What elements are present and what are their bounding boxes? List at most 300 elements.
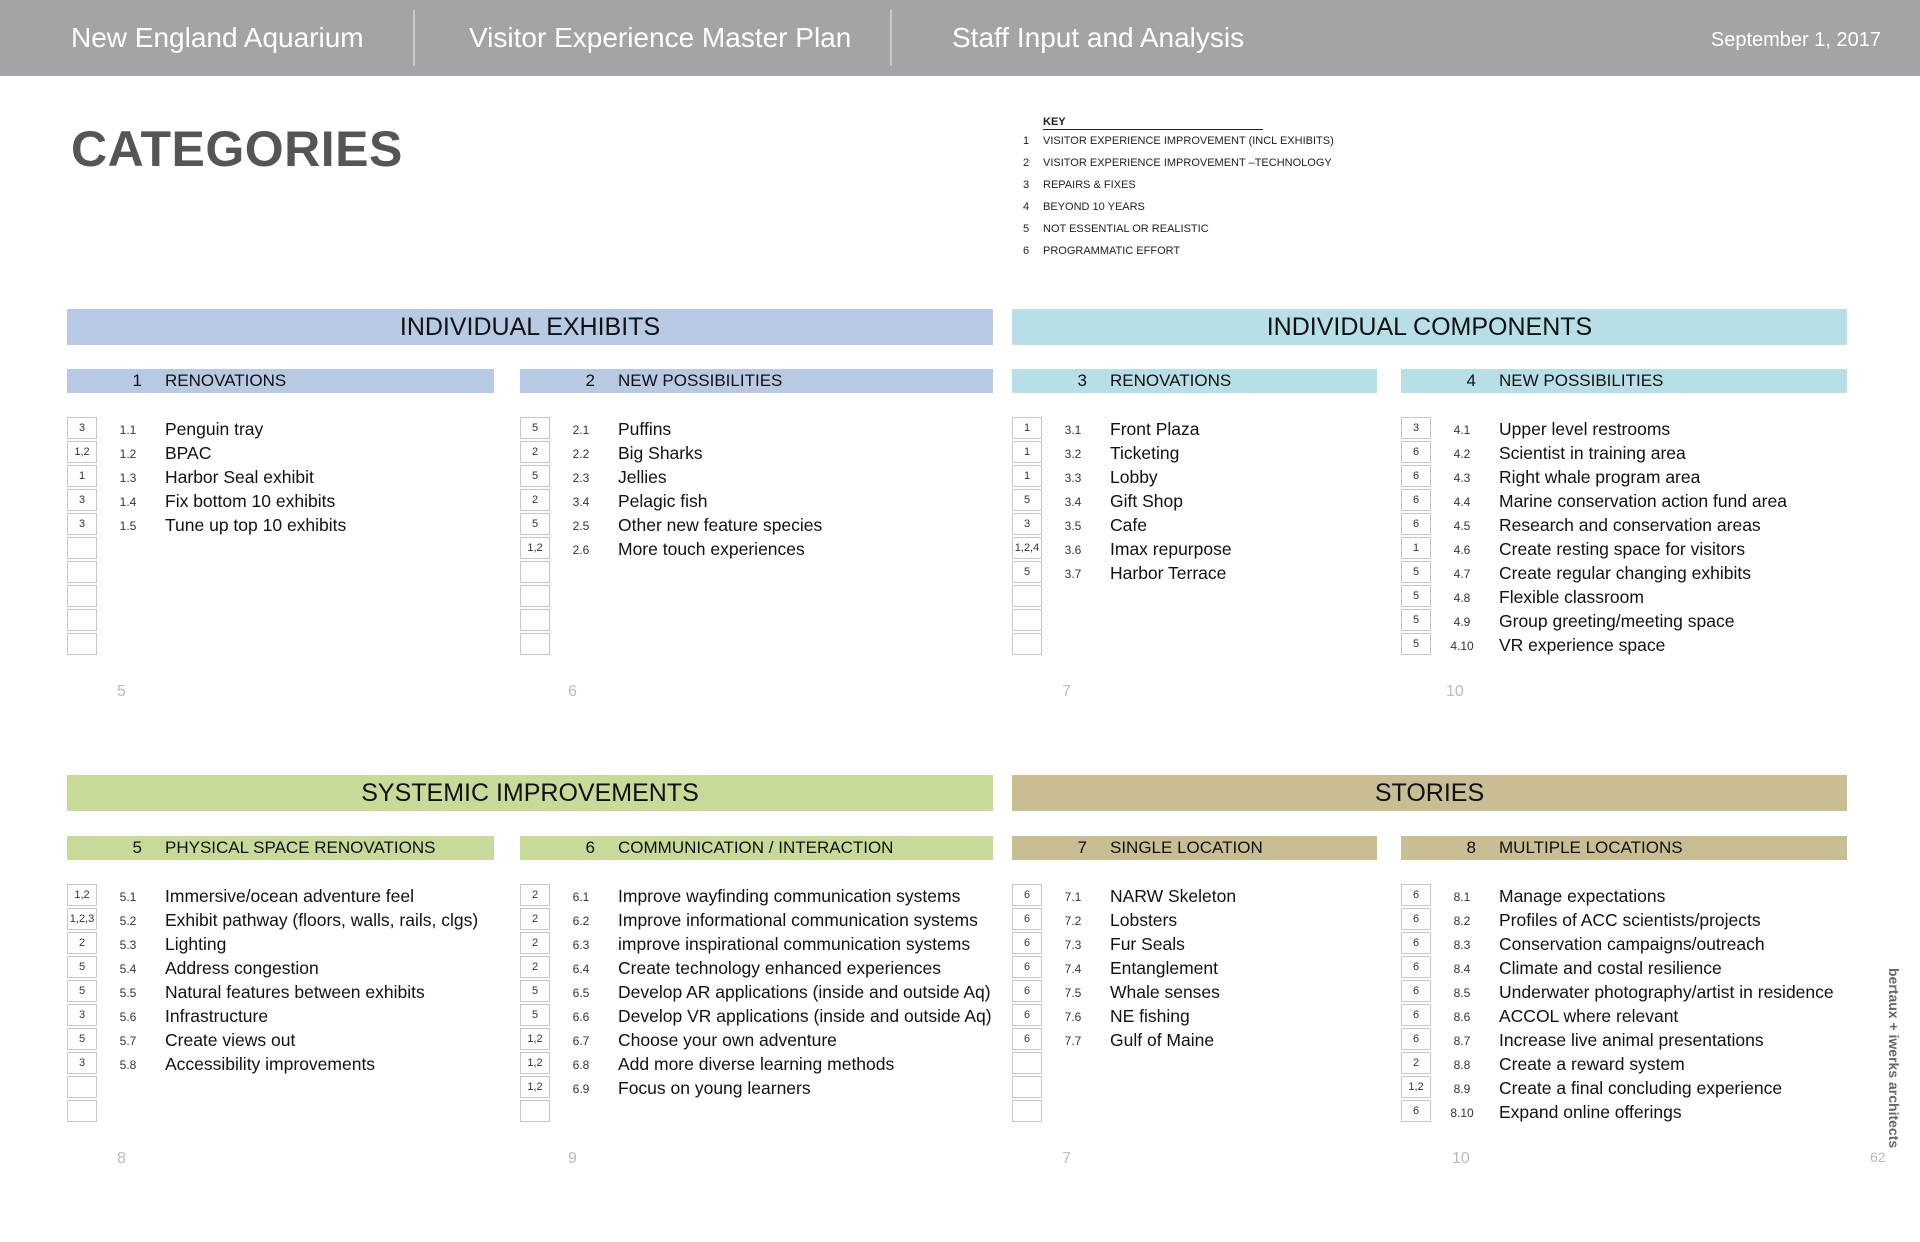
key-code-box: 1 xyxy=(67,465,97,487)
list-item xyxy=(1012,561,1377,585)
key-item-label: VISITOR EXPERIENCE IMPROVEMENT –TECHNOLOGY xyxy=(1043,157,1332,169)
list-item xyxy=(67,1052,494,1076)
item-code: 3.7 xyxy=(1064,567,1082,581)
subsection-number: 2 xyxy=(585,371,595,390)
item-label: Immersive/ocean adventure feel xyxy=(165,886,415,906)
item-code: 5.4 xyxy=(119,962,137,976)
item-label: Group greeting/meeting space xyxy=(1499,611,1735,631)
item-label: Imax repurpose xyxy=(1110,539,1232,559)
key-title: KEY xyxy=(1043,116,1263,130)
subsection-number: 8 xyxy=(1466,838,1476,857)
list-item xyxy=(67,537,494,561)
key-code-box: 1 xyxy=(1401,537,1431,559)
list-item xyxy=(520,609,993,633)
item-count: 8 xyxy=(117,1150,126,1167)
item-label: Fur Seals xyxy=(1110,934,1185,954)
item-code: 4.9 xyxy=(1453,615,1471,629)
list-item xyxy=(520,1004,993,1028)
section-title: INDIVIDUAL COMPONENTS xyxy=(1266,312,1593,341)
subsection-number: 4 xyxy=(1466,371,1476,390)
list-item xyxy=(520,465,993,489)
item-code: 4.1 xyxy=(1453,423,1471,437)
key-code-box: 1 xyxy=(1012,441,1042,463)
key-code-box xyxy=(1012,1076,1042,1098)
item-label: Lighting xyxy=(165,934,227,954)
item-code: 4.3 xyxy=(1453,471,1471,485)
key-code-box xyxy=(67,585,97,607)
header-org: New England Aquarium xyxy=(71,22,364,53)
item-code: 4.6 xyxy=(1453,543,1471,557)
key-item-number: 6 xyxy=(1023,245,1030,257)
item-label: Scientist in training area xyxy=(1499,443,1686,463)
item-count: 7 xyxy=(1062,683,1071,700)
list-item xyxy=(67,609,494,633)
item-label: Right whale program area xyxy=(1499,467,1701,487)
list-item xyxy=(520,513,993,537)
key-code-box: 3 xyxy=(67,1052,97,1074)
item-label: Lobby xyxy=(1110,467,1158,487)
key-code-box: 2 xyxy=(520,441,550,463)
item-code: 6.1 xyxy=(572,890,590,904)
list-item xyxy=(1012,1052,1377,1076)
item-code: 3.2 xyxy=(1064,447,1082,461)
key-code-box: 6 xyxy=(1401,1100,1431,1122)
list-item xyxy=(520,537,993,561)
list-item xyxy=(67,585,494,609)
list-item xyxy=(1012,465,1377,489)
key-item-number: 5 xyxy=(1023,223,1030,235)
item-code: 8.2 xyxy=(1453,914,1471,928)
key-code-box: 3 xyxy=(67,489,97,511)
item-label: Address congestion xyxy=(165,958,319,978)
item-label: Pelagic fish xyxy=(618,491,708,511)
list-item xyxy=(520,489,993,513)
key-item-label: VISITOR EXPERIENCE IMPROVEMENT (INCL EXHIBITS) xyxy=(1043,135,1334,147)
list-item xyxy=(1401,1028,1847,1052)
key-code-box xyxy=(67,1100,97,1122)
item-code: 8.6 xyxy=(1453,1010,1471,1024)
item-label: Cafe xyxy=(1110,515,1147,535)
item-code: 5.3 xyxy=(119,938,137,952)
item-count: 7 xyxy=(1062,1150,1071,1167)
list-item xyxy=(1012,956,1377,980)
subsection-number: 7 xyxy=(1077,838,1087,857)
key-code-box: 6 xyxy=(1012,1004,1042,1026)
key-code-box: 5 xyxy=(67,980,97,1002)
item-code: 7.4 xyxy=(1064,962,1082,976)
key-code-box: 1,2 xyxy=(1401,1076,1431,1098)
list-item xyxy=(67,932,494,956)
subsection-number: 6 xyxy=(585,838,595,857)
item-count: 6 xyxy=(568,683,577,700)
item-code: 2.3 xyxy=(572,471,590,485)
item-label: Tune up top 10 exhibits xyxy=(165,515,347,535)
item-label: Front Plaza xyxy=(1110,419,1200,439)
item-label: Upper level restrooms xyxy=(1499,419,1671,439)
subsection-header xyxy=(1401,836,1847,860)
list-item xyxy=(1012,884,1377,908)
section-header-systemic-improvements xyxy=(67,775,993,811)
key-code-box: 6 xyxy=(1401,441,1431,463)
section-title: INDIVIDUAL EXHIBITS xyxy=(399,312,661,341)
list-item xyxy=(1012,585,1377,609)
item-label: Harbor Terrace xyxy=(1110,563,1227,583)
item-label: Gulf of Maine xyxy=(1110,1030,1215,1050)
item-code: 1.5 xyxy=(119,519,137,533)
item-label: Gift Shop xyxy=(1110,491,1183,511)
subsection-title: RENOVATIONS xyxy=(1110,371,1232,390)
item-count: 10 xyxy=(1446,683,1464,700)
list-item xyxy=(1401,633,1847,657)
list-item xyxy=(520,441,993,465)
key-code-box: 1,2 xyxy=(520,1076,550,1098)
section-title: SYSTEMIC IMPROVEMENTS xyxy=(361,778,699,807)
list-item xyxy=(1012,537,1377,561)
list-item xyxy=(520,633,993,657)
key-code-box: 2 xyxy=(520,908,550,930)
key-code-box: 6 xyxy=(1401,1028,1431,1050)
subsection-header xyxy=(67,836,494,860)
list-item xyxy=(1012,633,1377,657)
item-label: Puffins xyxy=(618,419,672,439)
list-item xyxy=(520,585,993,609)
item-label: Whale senses xyxy=(1110,982,1220,1002)
key-code-box: 6 xyxy=(1012,956,1042,978)
key-code-box xyxy=(1012,1052,1042,1074)
list-item xyxy=(520,956,993,980)
subsection-title: RENOVATIONS xyxy=(165,371,287,390)
item-code: 5.7 xyxy=(119,1034,137,1048)
item-code: 3.1 xyxy=(1064,423,1082,437)
item-label: Develop VR applications (inside and outside Aq) xyxy=(618,1006,992,1026)
list-item xyxy=(1012,1076,1377,1100)
item-label: Create a final concluding experience xyxy=(1499,1078,1783,1098)
header-bar xyxy=(0,0,1920,76)
key-code-box: 1,2,4 xyxy=(1012,537,1042,559)
item-label: Accessibility improvements xyxy=(165,1054,376,1074)
key-code-box xyxy=(1012,1100,1042,1122)
key-code-box: 5 xyxy=(1401,633,1431,655)
item-label: Improve informational communication systems xyxy=(618,910,978,930)
item-code: 7.6 xyxy=(1064,1010,1082,1024)
key-code-box: 5 xyxy=(67,956,97,978)
list-item xyxy=(1401,956,1847,980)
item-label: Flexible classroom xyxy=(1499,587,1644,607)
item-code: 6.7 xyxy=(572,1034,590,1048)
item-code: 5.1 xyxy=(119,890,137,904)
item-label: Natural features between exhibits xyxy=(165,982,425,1002)
item-code: 7.2 xyxy=(1064,914,1082,928)
item-label: NE fishing xyxy=(1110,1006,1190,1026)
list-item xyxy=(67,513,494,537)
key-code-box: 6 xyxy=(1401,884,1431,906)
item-code: 4.2 xyxy=(1453,447,1471,461)
list-item xyxy=(1012,1004,1377,1028)
item-code: 7.5 xyxy=(1064,986,1082,1000)
key-code-box: 1,2 xyxy=(67,441,97,463)
key-code-box: 1,2,3 xyxy=(67,908,97,930)
list-item xyxy=(520,932,993,956)
item-code: 4.10 xyxy=(1450,639,1474,653)
item-label: BPAC xyxy=(165,443,212,463)
key-item-label: BEYOND 10 YEARS xyxy=(1043,201,1145,213)
item-label: Jellies xyxy=(618,467,667,487)
key-code-box xyxy=(520,1100,550,1122)
item-code: 8.7 xyxy=(1453,1034,1471,1048)
list-item xyxy=(1401,884,1847,908)
item-code: 4.5 xyxy=(1453,519,1471,533)
list-item xyxy=(1012,441,1377,465)
list-item xyxy=(520,561,993,585)
item-code: 6.5 xyxy=(572,986,590,1000)
key-code-box: 3 xyxy=(1012,513,1042,535)
subsection-title: MULTIPLE LOCATIONS xyxy=(1499,838,1683,857)
key-code-box: 5 xyxy=(1012,489,1042,511)
item-code: 2.1 xyxy=(572,423,590,437)
item-code: 3.4 xyxy=(572,495,590,509)
item-label: Expand online offerings xyxy=(1499,1102,1682,1122)
subsection-title: NEW POSSIBILITIES xyxy=(1499,371,1664,390)
key-code-box xyxy=(520,633,550,655)
subsection-number: 5 xyxy=(132,838,142,857)
header-section: Staff Input and Analysis xyxy=(952,22,1245,53)
list-item xyxy=(67,1076,494,1100)
item-label: VR experience space xyxy=(1499,635,1666,655)
list-item xyxy=(67,1004,494,1028)
item-code: 8.9 xyxy=(1453,1082,1471,1096)
key-code-box xyxy=(1012,585,1042,607)
list-item xyxy=(1401,417,1847,441)
item-label: Add more diverse learning methods xyxy=(618,1054,895,1074)
key-code-box: 6 xyxy=(1401,908,1431,930)
key-code-box: 2 xyxy=(520,489,550,511)
list-item xyxy=(520,884,993,908)
key-code-box xyxy=(67,633,97,655)
list-item xyxy=(1401,561,1847,585)
list-item xyxy=(67,561,494,585)
key-code-box xyxy=(520,585,550,607)
item-label: Harbor Seal exhibit xyxy=(165,467,314,487)
item-code: 3.6 xyxy=(1064,543,1082,557)
header-divider xyxy=(890,10,892,66)
list-item xyxy=(520,1100,993,1124)
key-code-box: 2 xyxy=(520,932,550,954)
section-header-individual-components xyxy=(1012,309,1847,345)
key-code-box xyxy=(520,609,550,631)
subsection-number: 3 xyxy=(1077,371,1087,390)
item-label: Climate and costal resilience xyxy=(1499,958,1722,978)
list-item xyxy=(67,633,494,657)
list-item xyxy=(67,908,494,932)
key-code-box: 3 xyxy=(67,513,97,535)
item-code: 4.7 xyxy=(1453,567,1471,581)
list-item xyxy=(520,980,993,1004)
list-item xyxy=(1401,1100,1847,1124)
item-code: 8.8 xyxy=(1453,1058,1471,1072)
item-code: 7.3 xyxy=(1064,938,1082,952)
header-divider xyxy=(413,10,415,66)
key-code-box: 5 xyxy=(1401,585,1431,607)
key-code-box: 2 xyxy=(520,884,550,906)
key-code-box: 5 xyxy=(520,980,550,1002)
subsection-header xyxy=(520,369,993,393)
key-code-box: 1,2 xyxy=(67,884,97,906)
list-item xyxy=(1401,513,1847,537)
item-label: More touch experiences xyxy=(618,539,805,559)
key-code-box: 5 xyxy=(1401,561,1431,583)
item-label: Profiles of ACC scientists/projects xyxy=(1499,910,1761,930)
section-header-stories xyxy=(1012,775,1847,811)
list-item xyxy=(1401,1076,1847,1100)
list-item xyxy=(1012,908,1377,932)
item-code: 1.1 xyxy=(119,423,137,437)
header-date: September 1, 2017 xyxy=(1710,29,1881,51)
key-code-box: 3 xyxy=(67,417,97,439)
item-code: 6.2 xyxy=(572,914,590,928)
list-item xyxy=(67,441,494,465)
item-label: Choose your own adventure xyxy=(618,1030,837,1050)
key-code-box: 1,2 xyxy=(520,537,550,559)
key-code-box: 5 xyxy=(67,1028,97,1050)
item-label: Increase live animal presentations xyxy=(1499,1030,1764,1050)
item-label: Penguin tray xyxy=(165,419,264,439)
item-code: 1.4 xyxy=(119,495,137,509)
key-code-box: 6 xyxy=(1401,956,1431,978)
key-item-number: 2 xyxy=(1023,157,1030,169)
item-label: Conservation campaigns/outreach xyxy=(1499,934,1765,954)
item-count: 5 xyxy=(117,683,126,700)
item-label: Focus on young learners xyxy=(618,1078,811,1098)
item-label: Infrastructure xyxy=(165,1006,269,1026)
item-label: Create regular changing exhibits xyxy=(1499,563,1751,583)
list-item xyxy=(1401,441,1847,465)
architect-credit: bertaux + iwerks architects xyxy=(1886,968,1902,1149)
key-code-box: 6 xyxy=(1401,1004,1431,1026)
subsection-header xyxy=(520,836,993,860)
list-item xyxy=(1012,1100,1377,1124)
item-label: Big Sharks xyxy=(618,443,703,463)
subsection-number: 1 xyxy=(132,371,142,390)
key-code-box: 5 xyxy=(520,513,550,535)
key-item-label: PROGRAMMATIC EFFORT xyxy=(1043,245,1181,257)
list-item xyxy=(67,489,494,513)
subsection-header xyxy=(1401,369,1847,393)
list-item xyxy=(1012,417,1377,441)
key-code-box xyxy=(1012,633,1042,655)
key-code-box: 3 xyxy=(67,1004,97,1026)
item-code: 7.7 xyxy=(1064,1034,1082,1048)
list-item xyxy=(1012,513,1377,537)
subsection-header xyxy=(1012,369,1377,393)
key-code-box xyxy=(1012,609,1042,631)
section-header-individual-exhibits xyxy=(67,309,993,345)
item-code: 8.3 xyxy=(1453,938,1471,952)
list-item xyxy=(67,417,494,441)
item-label: Create views out xyxy=(165,1030,296,1050)
list-item xyxy=(1401,585,1847,609)
key-code-box xyxy=(520,561,550,583)
list-item xyxy=(67,465,494,489)
key-code-box xyxy=(67,537,97,559)
list-item xyxy=(1012,980,1377,1004)
item-label: Lobsters xyxy=(1110,910,1178,930)
list-item xyxy=(1401,932,1847,956)
item-label: Develop AR applications (inside and outside Aq) xyxy=(618,982,991,1002)
item-code: 1.3 xyxy=(119,471,137,485)
item-code: 5.5 xyxy=(119,986,137,1000)
key-code-box: 3 xyxy=(1401,417,1431,439)
list-item xyxy=(1401,609,1847,633)
key-code-box: 6 xyxy=(1401,513,1431,535)
item-label: Fix bottom 10 exhibits xyxy=(165,491,336,511)
subsection-header xyxy=(1012,836,1377,860)
subsection-title: PHYSICAL SPACE RENOVATIONS xyxy=(165,838,436,857)
key-code-box: 5 xyxy=(1012,561,1042,583)
item-code: 1.2 xyxy=(119,447,137,461)
item-label: Other new feature species xyxy=(618,515,823,535)
key-code-box: 1 xyxy=(1012,417,1042,439)
key-code-box xyxy=(67,1076,97,1098)
item-count: 9 xyxy=(568,1150,577,1167)
item-code: 3.5 xyxy=(1064,519,1082,533)
list-item xyxy=(1401,537,1847,561)
item-label: Marine conservation action fund area xyxy=(1499,491,1787,511)
item-label: Manage expectations xyxy=(1499,886,1666,906)
list-item xyxy=(1401,1004,1847,1028)
list-item xyxy=(520,1052,993,1076)
item-code: 6.4 xyxy=(572,962,590,976)
key-code-box: 5 xyxy=(520,465,550,487)
key-code-box: 2 xyxy=(67,932,97,954)
key-code-box: 6 xyxy=(1012,1028,1042,1050)
subsection-title: NEW POSSIBILITIES xyxy=(618,371,783,390)
item-code: 8.5 xyxy=(1453,986,1471,1000)
list-item xyxy=(1012,609,1377,633)
key-code-box xyxy=(67,609,97,631)
subsection-header xyxy=(67,369,494,393)
item-count: 10 xyxy=(1452,1150,1470,1167)
page-title: CATEGORIES xyxy=(71,121,403,177)
key-code-box: 6 xyxy=(1401,980,1431,1002)
item-label: NARW Skeleton xyxy=(1110,886,1237,906)
key-code-box: 1 xyxy=(1012,465,1042,487)
item-code: 8.4 xyxy=(1453,962,1471,976)
key-item-label: NOT ESSENTIAL OR REALISTIC xyxy=(1043,223,1209,235)
list-item xyxy=(1401,908,1847,932)
section-title: STORIES xyxy=(1374,778,1485,807)
item-code: 5.8 xyxy=(119,1058,137,1072)
key-item-label: REPAIRS & FIXES xyxy=(1043,179,1136,191)
key-code-box: 1,2 xyxy=(520,1052,550,1074)
key-code-box: 6 xyxy=(1401,489,1431,511)
key-code-box: 5 xyxy=(520,1004,550,1026)
list-item xyxy=(1012,1028,1377,1052)
list-item xyxy=(520,908,993,932)
item-code: 5.2 xyxy=(119,914,137,928)
item-code: 6.8 xyxy=(572,1058,590,1072)
list-item xyxy=(67,884,494,908)
item-code: 3.3 xyxy=(1064,471,1082,485)
key-code-box: 6 xyxy=(1401,465,1431,487)
key-code-box xyxy=(67,561,97,583)
key-code-box: 2 xyxy=(520,956,550,978)
list-item xyxy=(520,1076,993,1100)
item-code: 8.10 xyxy=(1450,1106,1474,1120)
item-code: 2.6 xyxy=(572,543,590,557)
list-item xyxy=(1401,489,1847,513)
list-item xyxy=(520,1028,993,1052)
item-label: Ticketing xyxy=(1110,443,1180,463)
